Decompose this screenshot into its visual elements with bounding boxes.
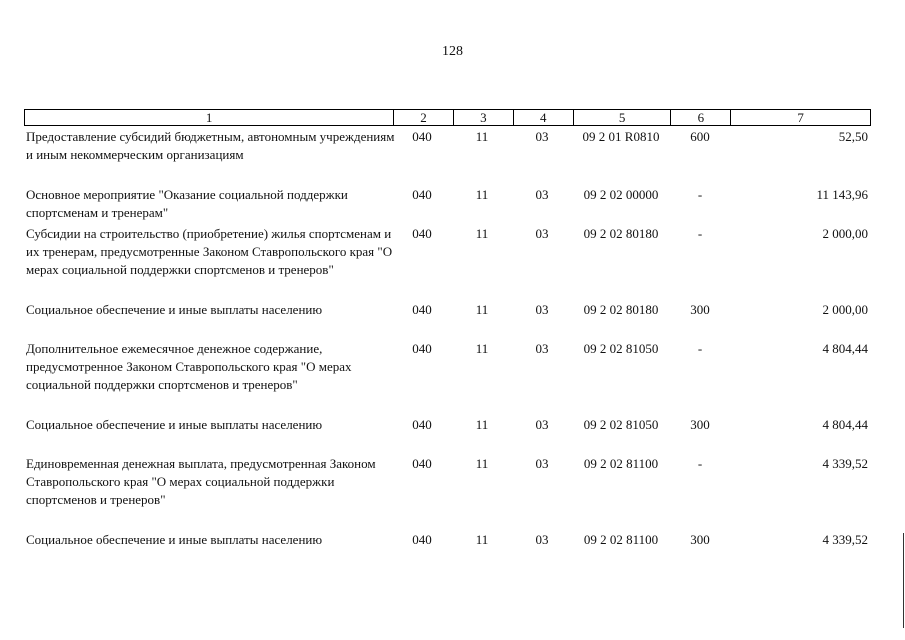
row-col-7: 2 000,00 bbox=[822, 226, 868, 241]
row-col-2: 040 bbox=[412, 129, 432, 144]
row-name: Социальное обеспечение и иные выплаты населению bbox=[26, 532, 323, 547]
row-col-7: 4 339,52 bbox=[822, 456, 868, 471]
row-col-2: 040 bbox=[412, 226, 432, 241]
header-col-1: 1 bbox=[25, 110, 394, 125]
row-col-7: 4 339,52 bbox=[822, 532, 868, 547]
row-col-6: 300 bbox=[690, 417, 710, 432]
row-col-5: 09 2 02 80180 bbox=[583, 302, 659, 317]
row-name: Единовременная денежная выплата, предусмотренная Законом Ставропольского края "О мерах социальной поддержки спортсменов и тренеров" bbox=[26, 456, 376, 507]
row-col-3: 11 bbox=[475, 187, 489, 202]
row-col-2: 040 bbox=[412, 302, 432, 317]
row-col-5: 09 2 02 00000 bbox=[583, 187, 659, 202]
row-name: Социальное обеспечение и иные выплаты населению bbox=[26, 417, 323, 432]
row-name: Дополнительное ежемесячное денежное содержание, предусмотренное Законом Ставропольского края "О мерах социальной поддержки спортсменов и тренеров" bbox=[26, 341, 352, 392]
row-col-5: 09 2 02 81100 bbox=[583, 532, 659, 547]
table-header bbox=[24, 109, 871, 126]
row-col-6: 300 bbox=[690, 302, 710, 317]
row-col-5: 09 2 02 81100 bbox=[583, 456, 659, 471]
row-col-2: 040 bbox=[412, 187, 432, 202]
row-col-5: 09 2 02 81050 bbox=[583, 417, 659, 432]
header-col-7: 7 bbox=[797, 110, 804, 125]
row-col-6: - bbox=[697, 341, 703, 356]
row-col-3: 11 bbox=[475, 532, 489, 547]
row-col-4: 03 bbox=[535, 417, 549, 432]
row-col-5: 09 2 02 81050 bbox=[583, 341, 659, 356]
row-col-4: 03 bbox=[535, 532, 549, 547]
row-col-2: 040 bbox=[412, 532, 432, 547]
row-col-5: 09 2 02 80180 bbox=[583, 226, 659, 241]
row-col-7: 2 000,00 bbox=[822, 302, 868, 317]
row-col-3: 11 bbox=[475, 417, 489, 432]
row-col-4: 03 bbox=[535, 302, 549, 317]
header-col-3: 3 bbox=[454, 110, 514, 125]
row-col-3: 11 bbox=[475, 129, 489, 144]
row-col-6: 600 bbox=[690, 129, 710, 144]
row-col-4: 03 bbox=[535, 341, 549, 356]
header-col-5: 5 bbox=[574, 110, 672, 125]
row-col-7: 11 143,96 bbox=[816, 187, 868, 202]
row-col-4: 03 bbox=[535, 226, 549, 241]
row-col-2: 040 bbox=[412, 341, 432, 356]
header-col-4: 4 bbox=[514, 110, 574, 125]
row-col-4: 03 bbox=[535, 456, 549, 471]
row-col-3: 11 bbox=[475, 226, 489, 241]
row-name: Субсидии на строительство (приобретение) жилья спортсменам и их тренерам, предусмотренные Законом Ставропольского края "О мерах социальной поддержки спортсменов и тренеров" bbox=[26, 226, 393, 277]
row-col-3: 11 bbox=[475, 302, 489, 317]
row-col-2: 040 bbox=[412, 456, 432, 471]
row-col-3: 11 bbox=[475, 456, 489, 471]
row-col-4: 03 bbox=[535, 187, 549, 202]
row-col-7: 4 804,44 bbox=[822, 417, 868, 432]
row-col-6: - bbox=[697, 226, 703, 241]
row-col-2: 040 bbox=[412, 417, 432, 432]
row-name: Социальное обеспечение и иные выплаты населению bbox=[26, 302, 323, 317]
row-col-6: - bbox=[697, 187, 703, 202]
row-col-3: 11 bbox=[475, 341, 489, 356]
row-col-6: - bbox=[697, 456, 703, 471]
row-col-7: 52,50 bbox=[838, 129, 868, 144]
row-col-5: 09 2 01 R0810 bbox=[582, 129, 660, 144]
row-col-7: 4 804,44 bbox=[822, 341, 868, 356]
row-name: Предоставление субсидий бюджетным, автономным учреждениям и иным некоммерческим организациям bbox=[26, 129, 395, 162]
header-col-2: 2 bbox=[394, 110, 454, 125]
header-col-6: 6 bbox=[671, 110, 731, 125]
page-number: 128 bbox=[442, 44, 463, 59]
row-col-6: 300 bbox=[690, 532, 710, 547]
row-name: Основное мероприятие "Оказание социальной поддержки спортсменам и тренерам" bbox=[26, 187, 348, 220]
row-col-4: 03 bbox=[535, 129, 549, 144]
scan-edge-line bbox=[903, 533, 904, 628]
